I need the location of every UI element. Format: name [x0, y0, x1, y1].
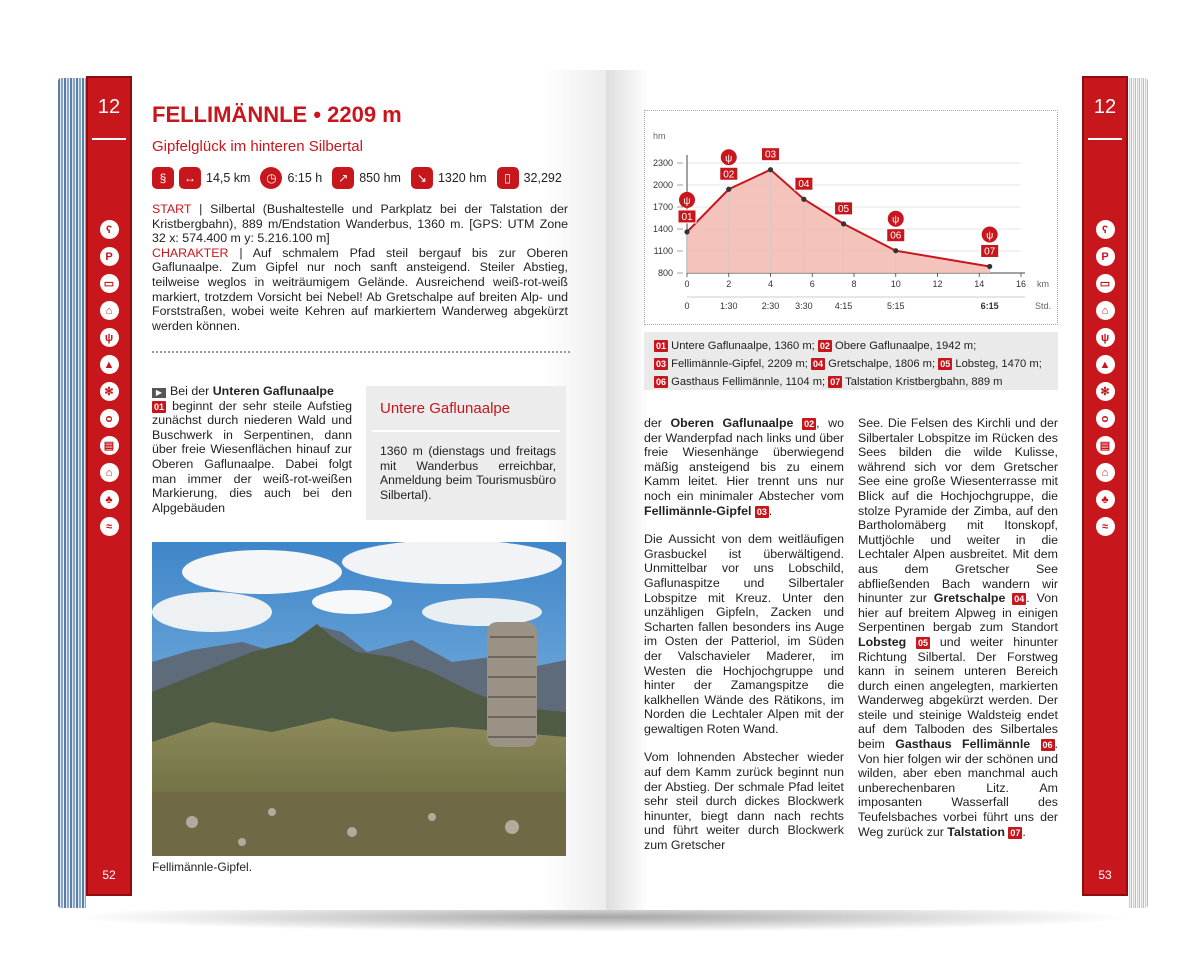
body-text: und weiter hinunter Richtung Silbertal. Der Forstweg kann in seinem unteren Bereich durch einen angelegten, markierten Wanderweg abgekürzt werden. Der steile und steinige Waldsteig endet auf dem Talboden des Silbertales beim	[858, 634, 1058, 752]
legend-text: Obere Gaflunaalpe, 1942 m;	[835, 340, 977, 352]
start-label: START	[152, 202, 192, 216]
summit-photo	[152, 542, 566, 856]
waypoint-dot	[801, 197, 806, 202]
left-page	[86, 70, 606, 910]
section-divider	[152, 351, 570, 353]
waypoint-dot	[768, 167, 773, 172]
waypoint-badge-label: 05	[838, 203, 850, 215]
legend-row	[654, 373, 1048, 391]
legend-text: Gasthaus Fellimännle, 1104 m;	[671, 376, 826, 388]
x-tick-label: 16	[1015, 279, 1027, 289]
body-text: der	[644, 416, 671, 430]
legend-text: Fellimännle-Gipfel, 2209 m;	[671, 358, 808, 370]
photo-caption: Fellimännle-Gipfel.	[152, 860, 253, 874]
time-tick-label: 1:30	[719, 301, 738, 311]
stat-distance: 14,5 km	[206, 171, 251, 185]
body-bold: Gasthaus Fellimännle	[895, 737, 1031, 752]
clock-icon: ◷	[260, 167, 282, 189]
bike-icon: ᴑ	[1096, 409, 1115, 428]
body-text: . Von hier folgen wir der schönen und wilden, aber eben manchmal auch unberechenbaren Litz. Am imposanten Wasserfall des Teufelsbaches vorbei führt uns der Weg zurück zur	[858, 737, 1058, 839]
body-text: . Von hier auf breitem Alpweg in einigen Serpentinen bergab zum Standort	[858, 591, 1058, 635]
y-tick-label: 1100	[653, 246, 673, 256]
waypoint-dot	[726, 187, 731, 192]
restaurant-icon-glyph: ψ	[725, 153, 733, 165]
play-icon: ▶	[152, 388, 166, 398]
waypoint-legend	[644, 332, 1058, 390]
waypoint-badge-label: 01	[681, 211, 693, 223]
stat-duration: 6:15 h	[287, 171, 323, 185]
info-box	[366, 386, 566, 520]
page-number-left: 52	[102, 868, 116, 882]
y-axis-label: hm	[653, 131, 666, 141]
cable-car-icon: ⌂	[100, 301, 119, 320]
waypoint-dot	[841, 221, 846, 226]
body-text: .	[768, 503, 773, 518]
parking-icon: P	[100, 247, 119, 266]
charakter-text: | Auf schmalem Pfad steil bergauf bis zur Oberen Gaflunaalpe. Zum Gipfel nur noch sanft ansteigend. Steiler Abstieg, teilweise weglos in weiträumigem Gelände. Ausreichend weiß-rot-weiß markiert, trotzdem Vorsicht bei Nebel! Ab Gretschalpe auf breiten Alp- und Forststraßen, wobei weite Kehren auf markiertem Wanderweg abgekürzt werden können.	[152, 245, 568, 333]
y-tick-label: 800	[657, 268, 673, 278]
hut-icon: ⌂	[1096, 463, 1115, 482]
x-tick-label: 14	[974, 279, 985, 289]
x-tick-label: 4	[767, 279, 774, 289]
restaurant-icon-glyph: ψ	[892, 214, 900, 226]
waypoint-badge-label: 06	[890, 230, 902, 242]
x-axis-label: km	[1037, 279, 1049, 289]
book-edge-right	[1126, 78, 1148, 908]
x-tick-label: 2	[726, 279, 732, 289]
sidebar-divider	[92, 138, 126, 140]
waypoint-dot	[684, 229, 689, 234]
tour-intro	[152, 202, 568, 333]
body-bold: Fellimännle-Gipfel	[644, 503, 752, 518]
legend-text: Talstation Kristbergbahn, 889 m	[845, 376, 1003, 388]
info-box-title: Untere Gaflunaalpe	[380, 400, 511, 417]
body-bold: Oberen Gaflunaalpe	[670, 416, 794, 430]
descent-icon: ↘	[411, 167, 433, 189]
body-text: .	[1022, 824, 1026, 839]
hut-icon: ⌂	[100, 463, 119, 482]
start-text: | Silbertal (Bushaltestelle und Parkplatz bei der Talstation der Kristbergbahn), 889 m/Endstation Wanderbus, 1360 m. [GPS: UTM Zone 32 x: 574.400 m y: 5.216.100 m]	[152, 202, 568, 246]
tree-icon: ♣	[1096, 490, 1115, 509]
x-tick-label: 10	[890, 279, 901, 289]
x-tick-label: 8	[851, 279, 857, 289]
legend-text: Lobsteg, 1470 m;	[955, 358, 1042, 370]
tree-icon: ♣	[100, 490, 119, 509]
stat-ascent: 850 hm	[359, 171, 401, 185]
waypoint-badge-label: 02	[723, 169, 735, 181]
waypoint-badge: 02	[804, 419, 815, 429]
restaurant-icon-glyph: ψ	[683, 195, 691, 207]
waypoint-dot	[893, 248, 898, 253]
body-bold: Unteren Gaflunaalpe	[212, 384, 334, 398]
legend-badge: 05	[940, 359, 951, 369]
legend-badge: 01	[656, 341, 667, 351]
tour-stats	[152, 167, 567, 189]
book-edge-left	[58, 78, 88, 908]
time-tick-label: 6:15	[980, 301, 999, 311]
y-tick-label: 1400	[652, 224, 673, 234]
time-tick-label: 4:15	[834, 301, 853, 311]
info-box-text: 1360 m (dienstags und freitags mit Wanderbus erreichbar, Anmeldung beim Tourismusbüro Silbertal).	[380, 444, 556, 502]
bear-icon: ʕ	[1096, 220, 1115, 239]
body-text: See. Die Felsen des Kirchli und der Silbertaler Lobspitze im Rücken des Sees bilden die wilde Kulisse, während sich vor dem Gretscher See eine große Wiesenterrasse mit Blick auf die Hochjochgruppe, die stolze Pyramide der Zimba, auf den Bartholomäberg mit Itonskopf, Muttjöchle und weiter in die Lechtaler Alpen ausbreitet. Mit dem aus dem Gretscher See abfließenden Bach wandern wir hinunter zur	[858, 416, 1058, 606]
body-text: Bei der	[170, 384, 213, 398]
body-text: beginnt der sehr steile Aufstieg zunächst durch niederen Wald und Buschwerk in Serpentinen, dann über freie Wiesenflächen hinauf zur Oberen Gaflunaalpe. Dabei folgt man immer der weiß-rot-weißen Markierung, dies auch bei den Alpgebäuden	[152, 398, 352, 515]
route-icon: §	[152, 167, 174, 189]
stat-descent: 1320 hm	[437, 171, 487, 185]
ascent-icon: ↗	[332, 167, 354, 189]
restaurant-icon: ψ	[100, 328, 119, 347]
swimming-icon: ≈	[1096, 517, 1115, 536]
paragraph: Vom lohnenden Abstecher wieder auf dem Kamm zurück beginnt nun der Abstieg. Der schmale Pfad leitet sehr steil durch dickes Blockwerk hinunter, biegt dann nach rechts und führt weiter durch Blockwerk zum Gretscher	[644, 750, 844, 853]
waypoint-badge: 05	[918, 637, 929, 648]
x-tick-label: 12	[932, 279, 943, 289]
y-tick-label: 2000	[652, 180, 673, 190]
elevation-chart-svg	[645, 111, 1059, 326]
tour-subtitle: Gipfelglück im hinteren Silbertal	[152, 138, 363, 155]
summit-icon: ▲	[1096, 355, 1115, 374]
tour-number: 12	[1093, 96, 1117, 118]
waypoint-badge-label: 03	[764, 149, 777, 161]
paragraph	[644, 416, 844, 518]
y-tick-label: 1700	[652, 202, 673, 212]
time-tick-label: 5:15	[886, 301, 905, 311]
elevation-profile	[644, 110, 1058, 325]
train-icon: ▤	[1096, 436, 1115, 455]
x-tick-label: 6	[809, 279, 815, 289]
right-page	[606, 70, 1128, 910]
legend-badge: 04	[813, 359, 824, 369]
waypoint-badge: 03	[756, 506, 767, 517]
body-column-1	[644, 416, 844, 867]
legend-text: Gretschalpe, 1806 m;	[828, 358, 936, 370]
legend-row	[654, 337, 1048, 355]
bus-icon: ▭	[1096, 274, 1115, 293]
legend-row	[654, 355, 1048, 373]
activity-icons	[86, 220, 132, 536]
bear-icon: ʕ	[100, 220, 119, 239]
body-bold: Talstation	[947, 824, 1005, 839]
waypoint-badge: 01	[154, 401, 165, 412]
legend-badge: 07	[830, 377, 841, 387]
body-bold: Gretschalpe	[933, 591, 1006, 606]
train-icon: ▤	[100, 436, 119, 455]
legend-badge: 02	[819, 341, 830, 351]
snowflake-icon: ✻	[1096, 382, 1115, 401]
summit-icon: ▲	[100, 355, 119, 374]
body-bold: Lobsteg	[858, 634, 907, 649]
distance-icon: ↔	[179, 167, 201, 189]
time-axis-label: Std.	[1034, 301, 1052, 311]
x-tick-label: 0	[684, 279, 690, 289]
stat-map: 32,292	[523, 171, 562, 185]
time-tick-label: 2:30	[761, 301, 780, 311]
swimming-icon: ≈	[100, 517, 119, 536]
waypoint-dot	[987, 264, 992, 269]
body-column	[152, 384, 352, 515]
body-column-2	[858, 416, 1058, 839]
page-number-right: 53	[1098, 868, 1112, 882]
activity-icons	[1082, 220, 1128, 536]
waypoint-badge-label: 04	[798, 179, 810, 191]
charakter-label: CHARAKTER	[152, 245, 229, 260]
time-tick-label: 3:30	[795, 301, 813, 311]
tour-title: FELLIMÄNNLE • 2209 m	[152, 102, 402, 127]
bike-icon: ᴑ	[100, 409, 119, 428]
restaurant-icon: ψ	[1096, 328, 1115, 347]
waypoint-badge: 07	[1010, 827, 1021, 838]
time-tick-label: 0	[684, 301, 690, 311]
map-icon: ▯	[497, 167, 519, 189]
legend-text: Untere Gaflunaalpe, 1360 m;	[671, 340, 815, 352]
waypoint-badge-label: 07	[984, 246, 996, 258]
y-tick-label: 2300	[652, 158, 673, 168]
restaurant-icon-glyph: ψ	[986, 230, 994, 242]
sidebar-divider	[1088, 138, 1122, 140]
legend-badge: 06	[656, 377, 667, 387]
info-box-divider	[372, 430, 560, 432]
bus-icon: ▭	[100, 274, 119, 293]
tour-number: 12	[97, 96, 121, 118]
book-spread	[58, 70, 1148, 920]
cable-car-icon: ⌂	[1096, 301, 1115, 320]
body-text: , wo der Wanderpfad nach links und über freie Wiesenhänge überwiegend mäßig ansteigend bis zu einem Kamm leitet. Hier trennt uns nur noch ein minimaler Abstecher vom	[644, 416, 844, 503]
parking-icon: P	[1096, 247, 1115, 266]
waypoint-badge: 04	[1014, 594, 1025, 605]
snowflake-icon: ✻	[100, 382, 119, 401]
legend-badge: 03	[656, 359, 667, 369]
waypoint-badge: 06	[1042, 740, 1053, 751]
paragraph: Die Aussicht von dem weitläufigen Grasbuckel ist überwältigend. Unmittelbar vor uns Lobschild, Gaflunaspitze und Silbertaler Lobspitze mit Kreuz. Unter den unzähligen Gipfeln, Zacken und Scharten fallen besonders ins Auge im Osten der Patteriol, im Süden der Valschavieler Maderer, im Westen die Hochjochgruppe und hinter der Zamangspitze die kalkhellen Wände des Rätikons, im Norden die Lechtaler Alpen mit der gewaltigen Roten Wand.	[644, 532, 844, 736]
